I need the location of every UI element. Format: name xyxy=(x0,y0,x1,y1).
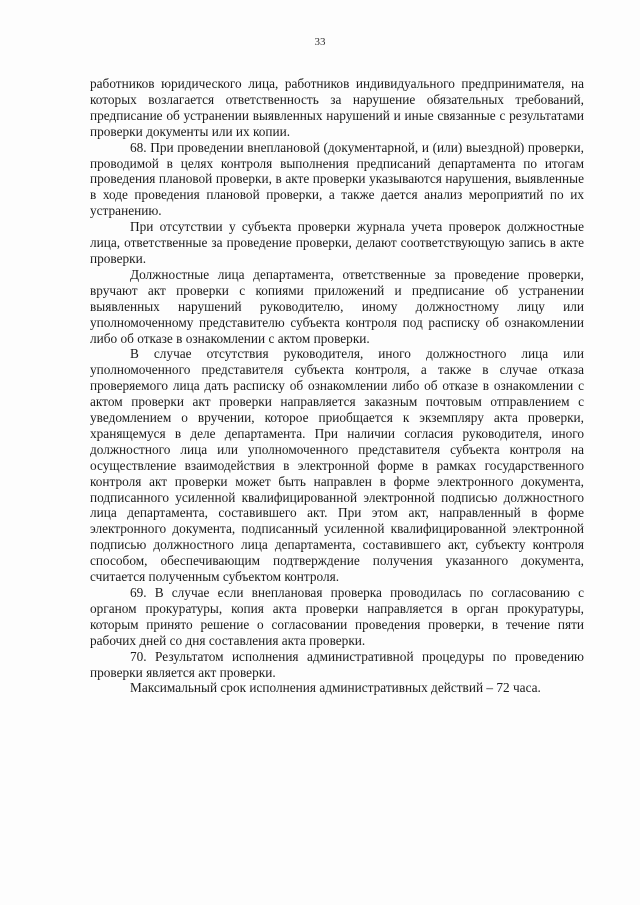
paragraph: Максимальный срок исполнения административных действий – 72 часа. xyxy=(130,680,541,696)
paragraph: работников юридического лица, работников индивидуального предпринимателя, на которых возлагается ответственность за нарушение обязательных требований, предписание об устранении выявленных нарушений и иные связанные с результатами проверки документы или их копии. xyxy=(90,76,584,139)
paragraph-69: 69. В случае если внеплановая проверка проводилась по согласованию с органом прокуратуры, копия акта проверки направляется в орган прокуратуры, которым принято решение о согласовании проведения проверки, в течение пяти рабочих дней со дня составления акта проверки. xyxy=(90,585,584,648)
document-body xyxy=(90,76,584,696)
paragraph: Должностные лица департамента, ответственные за проведение проверки, вручают акт проверки с копиями приложений и предписание об устранении выявленных нарушений руководителю, иному должностному лицу или уполномоченному представителю субъекта контроля под расписку об ознакомлении либо об отказе в ознакомлении с актом проверки. xyxy=(90,266,584,346)
paragraph-68: 68. При проведении внеплановой (документарной, и (или) выездной) проверки, проводимой в целях контроля выполнения предписаний департамента по итогам проведения плановой проверки, в акте проверки указываются нарушения, выявленные в ходе проведения плановой проверки, а также дается анализ мероприятий по их устранению. xyxy=(90,139,584,219)
paragraph-70: 70. Результатом исполнения административной процедуры по проведению проверки является акт проверки. xyxy=(90,648,584,680)
paragraph: При отсутствии у субъекта проверки журнала учета проверок должностные лица, ответственные за проведение проверки, делают соответствующую запись в акте проверки. xyxy=(90,219,584,266)
paragraph: В случае отсутствия руководителя, иного должностного лица или уполномоченного представителя субъекта контроля, а также в случае отказа проверяемого лица дать расписку об ознакомлении либо об отказе в ознакомлении с актом проверки акт проверки направляется заказным почтовым отправлением с уведомлением о вручении, которое приобщается к экземпляру акта проверки, хранящемуся в деле департамента. При наличии согласия руководителя, иного должностного лица или уполномоченного представителя субъекта контроля на осуществление взаимодействия в электронной форме в рамках государственного контроля акт проверки может быть направлен в форме электронного документа, подписанного усиленной квалифицированной электронной подписью должностного лица департамента, составившего акт. При этом акт, направленный в форме электронного документа, подписанный усиленной квалифицированной электронной подписью должностного лица департамента, составившего акт, субъекту контроля способом, обеспечивающим подтверждение получения указанного документа, считается полученным субъектом контроля. xyxy=(90,346,584,585)
page-number: 33 xyxy=(314,36,326,48)
